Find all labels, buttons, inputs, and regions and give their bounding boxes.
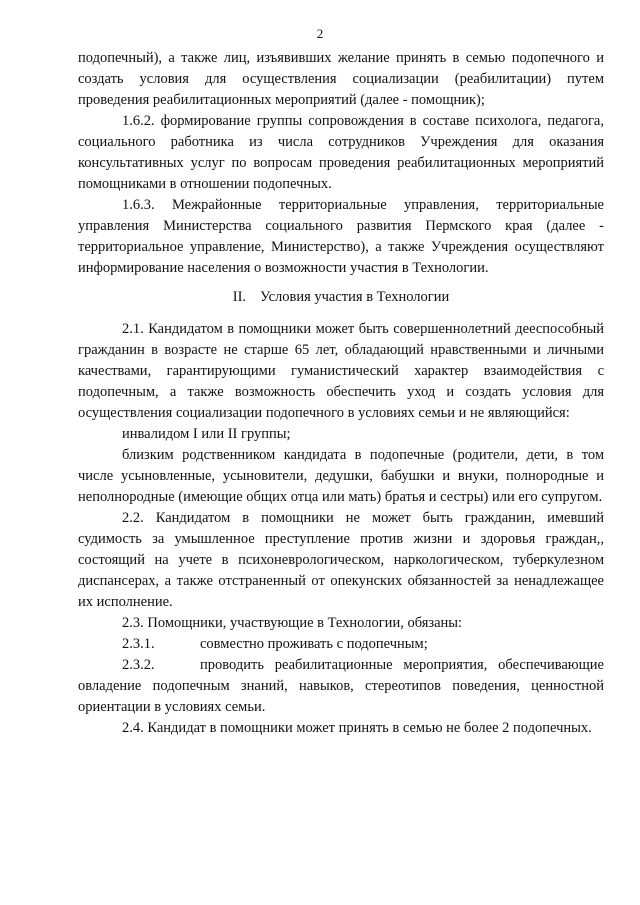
paragraph-2-3-2	[78, 655, 604, 718]
document-body	[78, 48, 604, 739]
section-number: II.	[232, 289, 247, 305]
paragraph-2-1-disability: инвалидом I или II группы;	[122, 426, 291, 442]
paragraph-1-6-2: 1.6.2. формирование группы сопровождения в составе психолога, педагога, социального работника из числа сотрудников Учреждения для оказания консультативных услуг по вопросам проведения реабилитационных мероприятий помощниками в отношении подопечных.	[78, 113, 604, 192]
section-title: Условия участия в Технологии	[260, 289, 450, 305]
paragraph-2-3: 2.3. Помощники, участвующие в Технологии, обязаны:	[122, 615, 463, 631]
item-code: 2.3.2.	[122, 657, 155, 673]
item-code: 2.3.1.	[122, 636, 155, 652]
page-number: 2	[316, 26, 324, 41]
item-text: совместно проживать с подопечным;	[200, 636, 428, 652]
item-text: проводить реабилитационные мероприятия, обеспечивающие овладение подопечным знаний, навыков, стереотипов поведения, ценностной ориентации в условиях семьи.	[78, 657, 604, 715]
paragraph-2-4: 2.4. Кандидат в помощники может принять в семью не более 2 подопечных.	[122, 720, 592, 736]
paragraph-2-1-relatives: близким родственником кандидата в подопечные (родители, дети, в том числе усыновленные, усыновители, дедушки, бабушки и внуки, полнородные и неполнородные (имеющие общих отца или мать) братья и сестры) или его супругом.	[78, 447, 604, 505]
section-heading	[78, 287, 604, 308]
paragraph-helper-definition: подопечный), а также лиц, изъявивших желание принять в семью подопечного и создать условия для осуществления социализации (реабилитации) путем проведения реабилитационных мероприятий (далее - помощник);	[78, 50, 604, 108]
paragraph-2-3-1	[78, 634, 604, 655]
paragraph-1-6-3: 1.6.3. Межрайонные территориальные управления, территориальные управления Министерства социального развития Пермского края (далее - территориальное управление, Министерство), а также Учреждения осуществляют информирование населения о возможности участия в Технологии.	[78, 197, 604, 276]
paragraph-2-2: 2.2. Кандидатом в помощники не может быть гражданин, имевший судимость за умышленное преступление против жизни и здоровья граждан,, состоящий на учете в психоневрологическом, наркологическом, туберкулезном диспансерах, а также отстраненный от опекунских обязанностей за ненадлежащее их исполнение.	[78, 510, 604, 610]
paragraph-2-1: 2.1. Кандидатом в помощники может быть совершеннолетний дееспособный гражданин в возрасте не старше 65 лет, обладающий нравственными и личными качествами, гарантирующими гуманистический характер взаимодействия с подопечным, а также возможность обеспечить уход и создать условия для осуществления социализации подопечного в условиях семьи и не являющийся:	[78, 321, 604, 421]
